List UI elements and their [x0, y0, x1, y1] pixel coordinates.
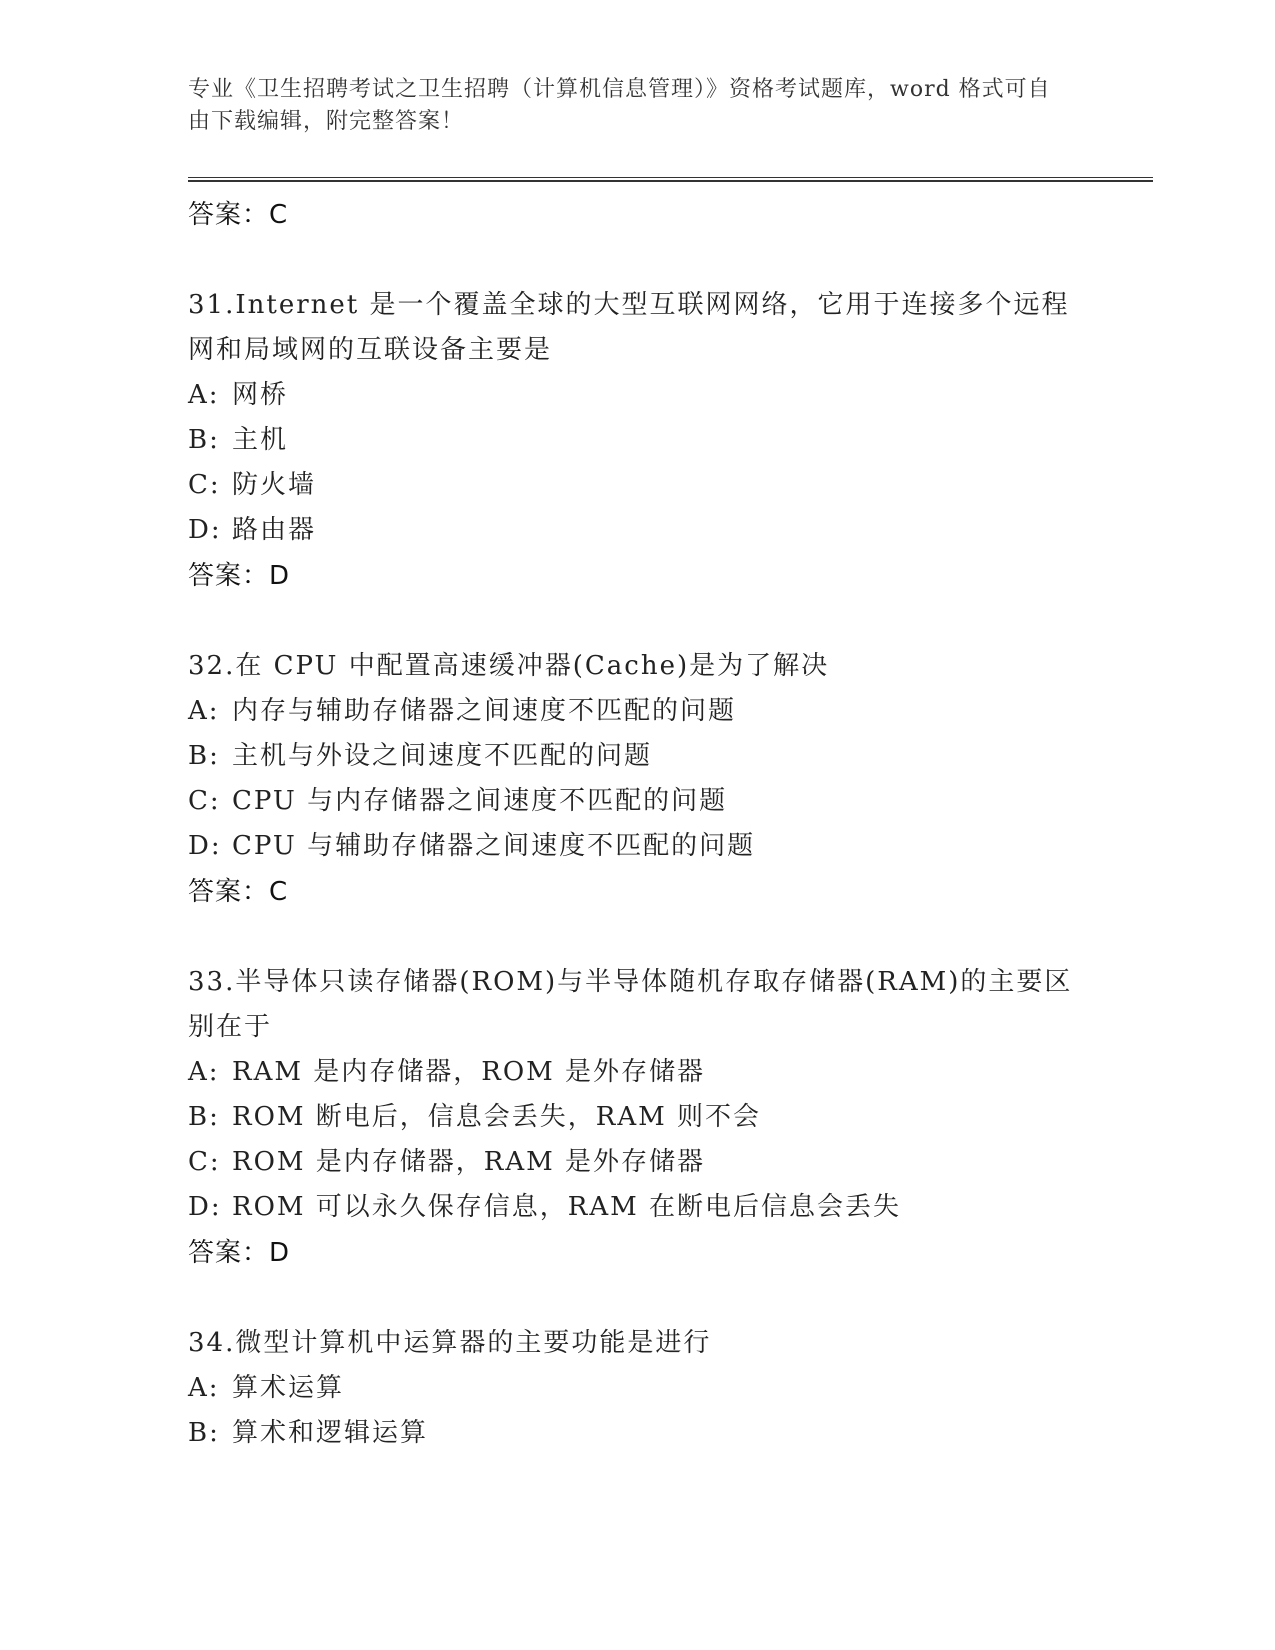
answer-line: 答案：D — [188, 1238, 291, 1268]
option-text: 路由器 — [232, 515, 317, 545]
question-list — [188, 192, 1088, 1456]
option-d — [188, 824, 1088, 869]
option-a — [188, 1050, 1088, 1095]
question-text: 31.Internet 是一个覆盖全球的大型互联网网络，它用于连接多个远程网和局域网的互联设备主要是 — [188, 290, 1070, 365]
option-letter: D: — [188, 515, 222, 545]
option-letter: B: — [188, 741, 220, 771]
answer-line: 答案：D — [188, 561, 291, 591]
option-letter: A: — [188, 380, 220, 410]
question-text: 32.在 CPU 中配置高速缓冲器(Cache)是为了解决 — [188, 651, 830, 681]
option-c — [188, 779, 1088, 824]
option-letter: C: — [188, 786, 221, 816]
option-letter: C: — [188, 1147, 221, 1177]
option-text: 主机与外设之间速度不匹配的问题 — [232, 741, 653, 771]
option-letter: C: — [188, 470, 221, 500]
option-letter: A: — [188, 696, 220, 726]
option-text: 防火墙 — [232, 470, 317, 500]
answer-line: 答案：C — [188, 877, 289, 907]
option-text: CPU 与内存储器之间速度不匹配的问题 — [232, 786, 728, 816]
option-b — [188, 734, 1088, 779]
option-text: 算术运算 — [232, 1373, 345, 1403]
question-text: 34.微型计算机中运算器的主要功能是进行 — [188, 1328, 712, 1358]
option-text: CPU 与辅助存储器之间速度不匹配的问题 — [232, 831, 756, 861]
option-b — [188, 1411, 1088, 1456]
option-text: ROM 可以永久保存信息，RAM 在断电后信息会丢失 — [232, 1192, 902, 1222]
option-b — [188, 418, 1088, 463]
option-c — [188, 1140, 1088, 1185]
header-divider — [188, 177, 1153, 182]
option-letter: A: — [188, 1373, 220, 1403]
option-a — [188, 373, 1088, 418]
option-a — [188, 1366, 1088, 1411]
option-text: 主机 — [232, 425, 289, 455]
option-letter: A: — [188, 1057, 220, 1087]
option-text: ROM 断电后，信息会丢失，RAM 则不会 — [232, 1102, 762, 1132]
answer-line: 答案：C — [188, 200, 289, 230]
question-text: 33.半导体只读存储器(ROM)与半导体随机存取存储器(RAM)的主要区别在于 — [188, 967, 1073, 1042]
page-header: 专业《卫生招聘考试之卫生招聘（计算机信息管理）》资格考试题库，word 格式可自由下载编辑，附完整答案！ — [188, 77, 1051, 134]
option-d — [188, 1185, 1088, 1230]
option-c — [188, 463, 1088, 508]
option-letter: B: — [188, 1102, 220, 1132]
option-text: 算术和逻辑运算 — [232, 1418, 429, 1448]
option-b — [188, 1095, 1088, 1140]
option-letter: B: — [188, 425, 220, 455]
option-letter: D: — [188, 831, 222, 861]
option-d — [188, 508, 1088, 553]
option-text: ROM 是内存储器，RAM 是外存储器 — [232, 1147, 706, 1177]
option-letter: D: — [188, 1192, 222, 1222]
option-text: RAM 是内存储器，ROM 是外存储器 — [232, 1057, 706, 1087]
option-text: 内存与辅助存储器之间速度不匹配的问题 — [232, 696, 737, 726]
option-text: 网桥 — [232, 380, 289, 410]
option-a — [188, 689, 1088, 734]
option-letter: B: — [188, 1418, 220, 1448]
